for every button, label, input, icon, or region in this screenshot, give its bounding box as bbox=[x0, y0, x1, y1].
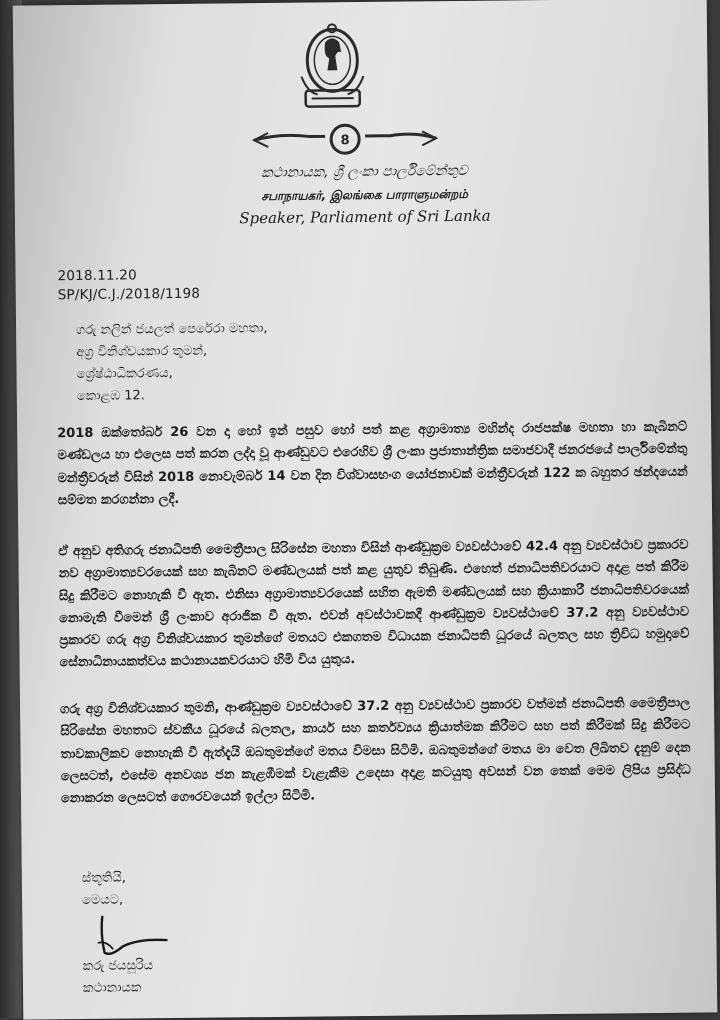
svg-text:8: 8 bbox=[340, 133, 350, 149]
letter-page bbox=[13, 0, 718, 1020]
recipient-city: කොළඹ 12. bbox=[76, 388, 145, 405]
body-paragraph-1: 2018 ඔක්තෝබර් 26 වන දා හෝ ඉන් පසුව හෝ පත් කළ අග්‍රාමාත්‍ය මහින්ද රාජපක්ෂ මහතා හා කැබිනට් මණ්ඩලය හා එලෙස පත් කරන ලද්දා වූ ආණ්ඩුවට එරෙහිව ශ්‍රී ලංකා ප්‍රජාතාන්ත්‍රික සමාජවාදී ජනරජයේ පාර්ලිමේන්තු මන්ත්‍රීවරුන් විසින් 2018 නොවැම්බර් 14 වන දින විශ්වාසභංග යෝජනාවක් මන්ත්‍රීවරුන් 122 ක බහුතර ඡන්දයෙන් සම්මත කරගන්නා ලදී. bbox=[57, 419, 688, 509]
recipient-title: අග්‍ර විනිශ්චයකාර තුමන්, bbox=[76, 343, 208, 361]
closing-yours: මෙයට, bbox=[82, 892, 124, 908]
body-paragraph-3: ගරු අග්‍ර විනිශ්චයකාර තුමනි, ආණ්ඩුක්‍රම ව්‍යවස්ථාවේ 37.2 අනු ව්‍යවස්ථාව ප්‍රකාරව වත්මන් ජනාධිපති මෛත්‍රීපාල සිරිසේන මහතාට ස්වකීය ධූරයේ බලතල, කාර්ය සහ කර්තව්‍යය ක්‍රියාත්මක කිරීමට සහ පත් කිරීමක් සිදු කිරීමට තාවකාලිකව නොහැකි වී ඇත්දැයි ඔබතුමන්ගේ මතය විමසා සිටිමි. ඔබතුමන්ගේ මතය මා වෙත ලිඛිතව දැනුම් දෙන ලෙසටත්, එසේම අනවශ්‍ය ජන කැළඹීමක් වැළැකීම උදෙසා අදාළ කටයුතු අවසන් වන තෙක් මෙම ලිපිය ප්‍රසිද්ධ නොකරන ලෙසටත් ගෞරවයෙන් ඉල්ලා සිටිමි. bbox=[60, 695, 691, 807]
body-paragraph-2: ඒ අනුව අතිගරු ජනාධිපති මෛත්‍රීපාල සිරිසේන මහතා විසින් ආණ්ඩුක්‍රම ව්‍යවස්ථාවේ 42.4 අනු ව්‍යවස්ථාව ප්‍රකාරව නව අග්‍රාමාත්‍යවරයෙක් සහ කැබිනට් මණ්ඩලයක් පත් කළ යුතුව තිබුණි. එහෙත් ජනාධිපතිවරයාට අදාළ පත් කිරීම සිදු කිරීමට නොහැකි වී ඇත. එනිසා අග්‍රාමාත්‍යවරයෙක් සහිත ඇමති මණ්ඩලයක් සහ ක්‍රියාකාරී ජනාධිපතිවරයෙක් නොමැති වීමෙන් ශ්‍රී ලංකාව අරාජික වී ඇත. එවන් අවස්ථාවකදී ආණ්ඩුක්‍රම ව්‍යවස්ථාවේ 37.2 අනු ව්‍යවස්ථාව ප්‍රකාරව ගරු අග්‍ර විනිශ්චයකාර තුමන්ගේ මතයට එකගතම විධායක ජනාධිපති ධූරයේ බලතල සහ ත්‍රිවිධ හමුදාවේ සේනාධිනායකත්වය කථානායකවරයාට හිමි විය යුතුය. bbox=[58, 537, 690, 671]
ceremonial-lamp-icon bbox=[250, 121, 440, 157]
closing-thanks: ස්තූතියි, bbox=[81, 870, 126, 886]
signatory-title: කථානායක bbox=[82, 980, 142, 996]
letterhead-english-title: Speaker, Parliament of Sri Lanka bbox=[239, 206, 491, 228]
handwritten-signature-icon bbox=[88, 912, 178, 959]
sri-lanka-lion-emblem-icon bbox=[297, 20, 368, 113]
signatory-name: කරු ජයසූරිය bbox=[82, 958, 154, 974]
letterhead-sinhala-title: කථානායක, ශ්‍රී ලංකා පාර්ලිමේන්තුව bbox=[261, 162, 468, 182]
recipient-institution: ශ්‍රේෂ්ඨාධිකරණය, bbox=[76, 366, 173, 383]
recipient-name: ගරු නලින් ජයලත් පෙරේරා මහතා, bbox=[76, 321, 268, 339]
letter-date: 2018.11.20 bbox=[57, 267, 137, 285]
reference-number: SP/KJ/C.J./2018/1198 bbox=[57, 285, 201, 304]
letterhead-tamil-title: சபாநாயகர், இலங்கை பாராளுமன்றம் bbox=[261, 186, 468, 204]
